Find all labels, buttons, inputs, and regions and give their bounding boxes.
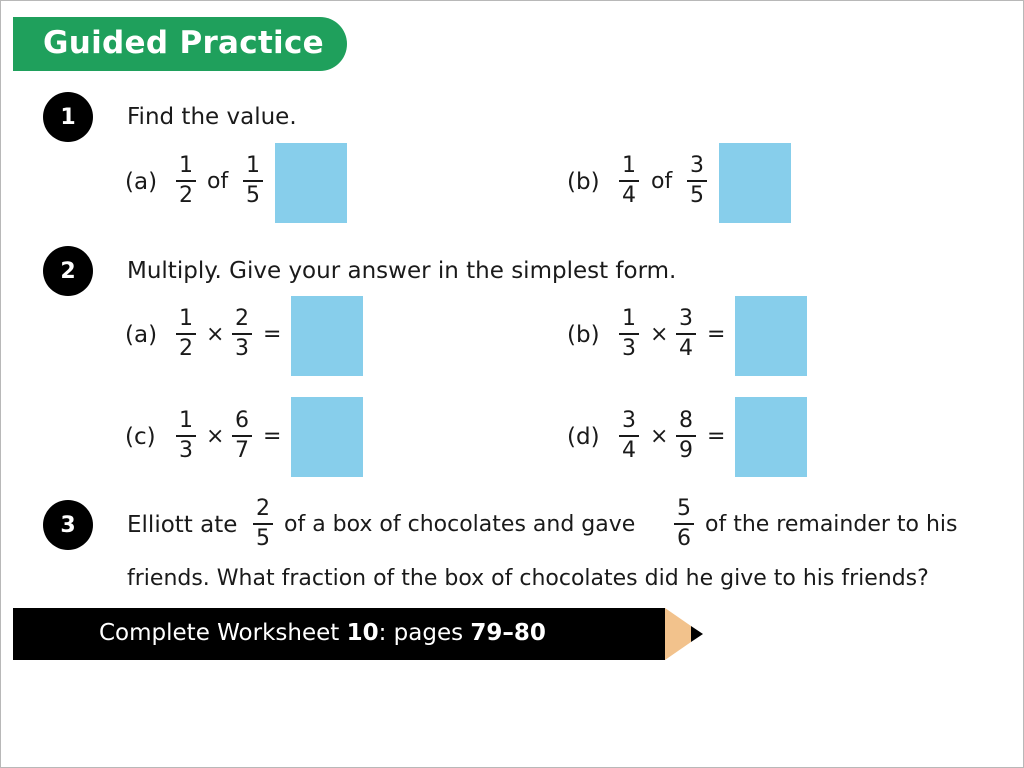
q2d-times: × xyxy=(650,424,669,449)
q3-fraction-2: 5 6 xyxy=(672,496,696,552)
q2a-label: (a) xyxy=(125,322,158,348)
q3-text-part1: Elliott ate xyxy=(127,512,238,538)
q2b-fraction-1: 1 3 xyxy=(617,306,641,362)
q1a-fraction-2: 1 5 xyxy=(241,153,265,209)
q3-text-part3: of the remainder to his xyxy=(705,512,958,537)
banner-title: Guided Practice xyxy=(43,25,324,61)
q3-fraction-1: 2 5 xyxy=(251,496,275,552)
q2a-equals: = xyxy=(263,322,282,347)
q2b-label: (b) xyxy=(567,322,600,348)
q1a-fraction-1: 1 2 xyxy=(174,153,198,209)
q1a-answer-box[interactable] xyxy=(275,143,347,223)
q2c-fraction-2: 6 7 xyxy=(230,408,254,464)
q1a-label: (a) xyxy=(125,169,158,195)
q1b-answer-box[interactable] xyxy=(719,143,791,223)
q1b-label: (b) xyxy=(567,169,600,195)
q2d-answer-box[interactable] xyxy=(735,397,807,477)
q2-prompt: Multiply. Give your answer in the simplest form. xyxy=(127,258,677,284)
q3-text-part2: of a box of chocolates and gave xyxy=(284,512,636,537)
q2c-label: (c) xyxy=(125,424,156,450)
pencil-tip-icon xyxy=(665,608,707,660)
q2d-label: (d) xyxy=(567,424,600,450)
question-number-2: 2 xyxy=(43,246,93,296)
worksheet-footer-text: Complete Worksheet 10: pages 79–80 xyxy=(99,620,546,646)
q3-text-line2: friends. What fraction of the box of chocolates did he give to his friends? xyxy=(127,566,929,591)
q2d-fraction-1: 3 4 xyxy=(617,408,641,464)
q2a-times: × xyxy=(206,322,225,347)
question-number-1: 1 xyxy=(43,92,93,142)
guided-practice-banner xyxy=(13,17,347,71)
question-number-3: 3 xyxy=(43,500,93,550)
q2c-times: × xyxy=(206,424,225,449)
q2c-answer-box[interactable] xyxy=(291,397,363,477)
q2d-equals: = xyxy=(707,424,726,449)
q1b-fraction-2: 3 5 xyxy=(685,153,709,209)
q1-prompt: Find the value. xyxy=(127,104,297,130)
q1a-of: of xyxy=(207,169,229,194)
q2a-fraction-2: 2 3 xyxy=(230,306,254,362)
q2b-equals: = xyxy=(707,322,726,347)
q2b-answer-box[interactable] xyxy=(735,296,807,376)
q2a-answer-box[interactable] xyxy=(291,296,363,376)
q1b-fraction-1: 1 4 xyxy=(617,153,641,209)
q2a-fraction-1: 1 2 xyxy=(174,306,198,362)
q2c-equals: = xyxy=(263,424,282,449)
q1b-of: of xyxy=(651,169,673,194)
q2b-fraction-2: 3 4 xyxy=(674,306,698,362)
worksheet-footer-bar xyxy=(13,608,665,660)
q2c-fraction-1: 1 3 xyxy=(174,408,198,464)
q2d-fraction-2: 8 9 xyxy=(674,408,698,464)
q2b-times: × xyxy=(650,322,669,347)
